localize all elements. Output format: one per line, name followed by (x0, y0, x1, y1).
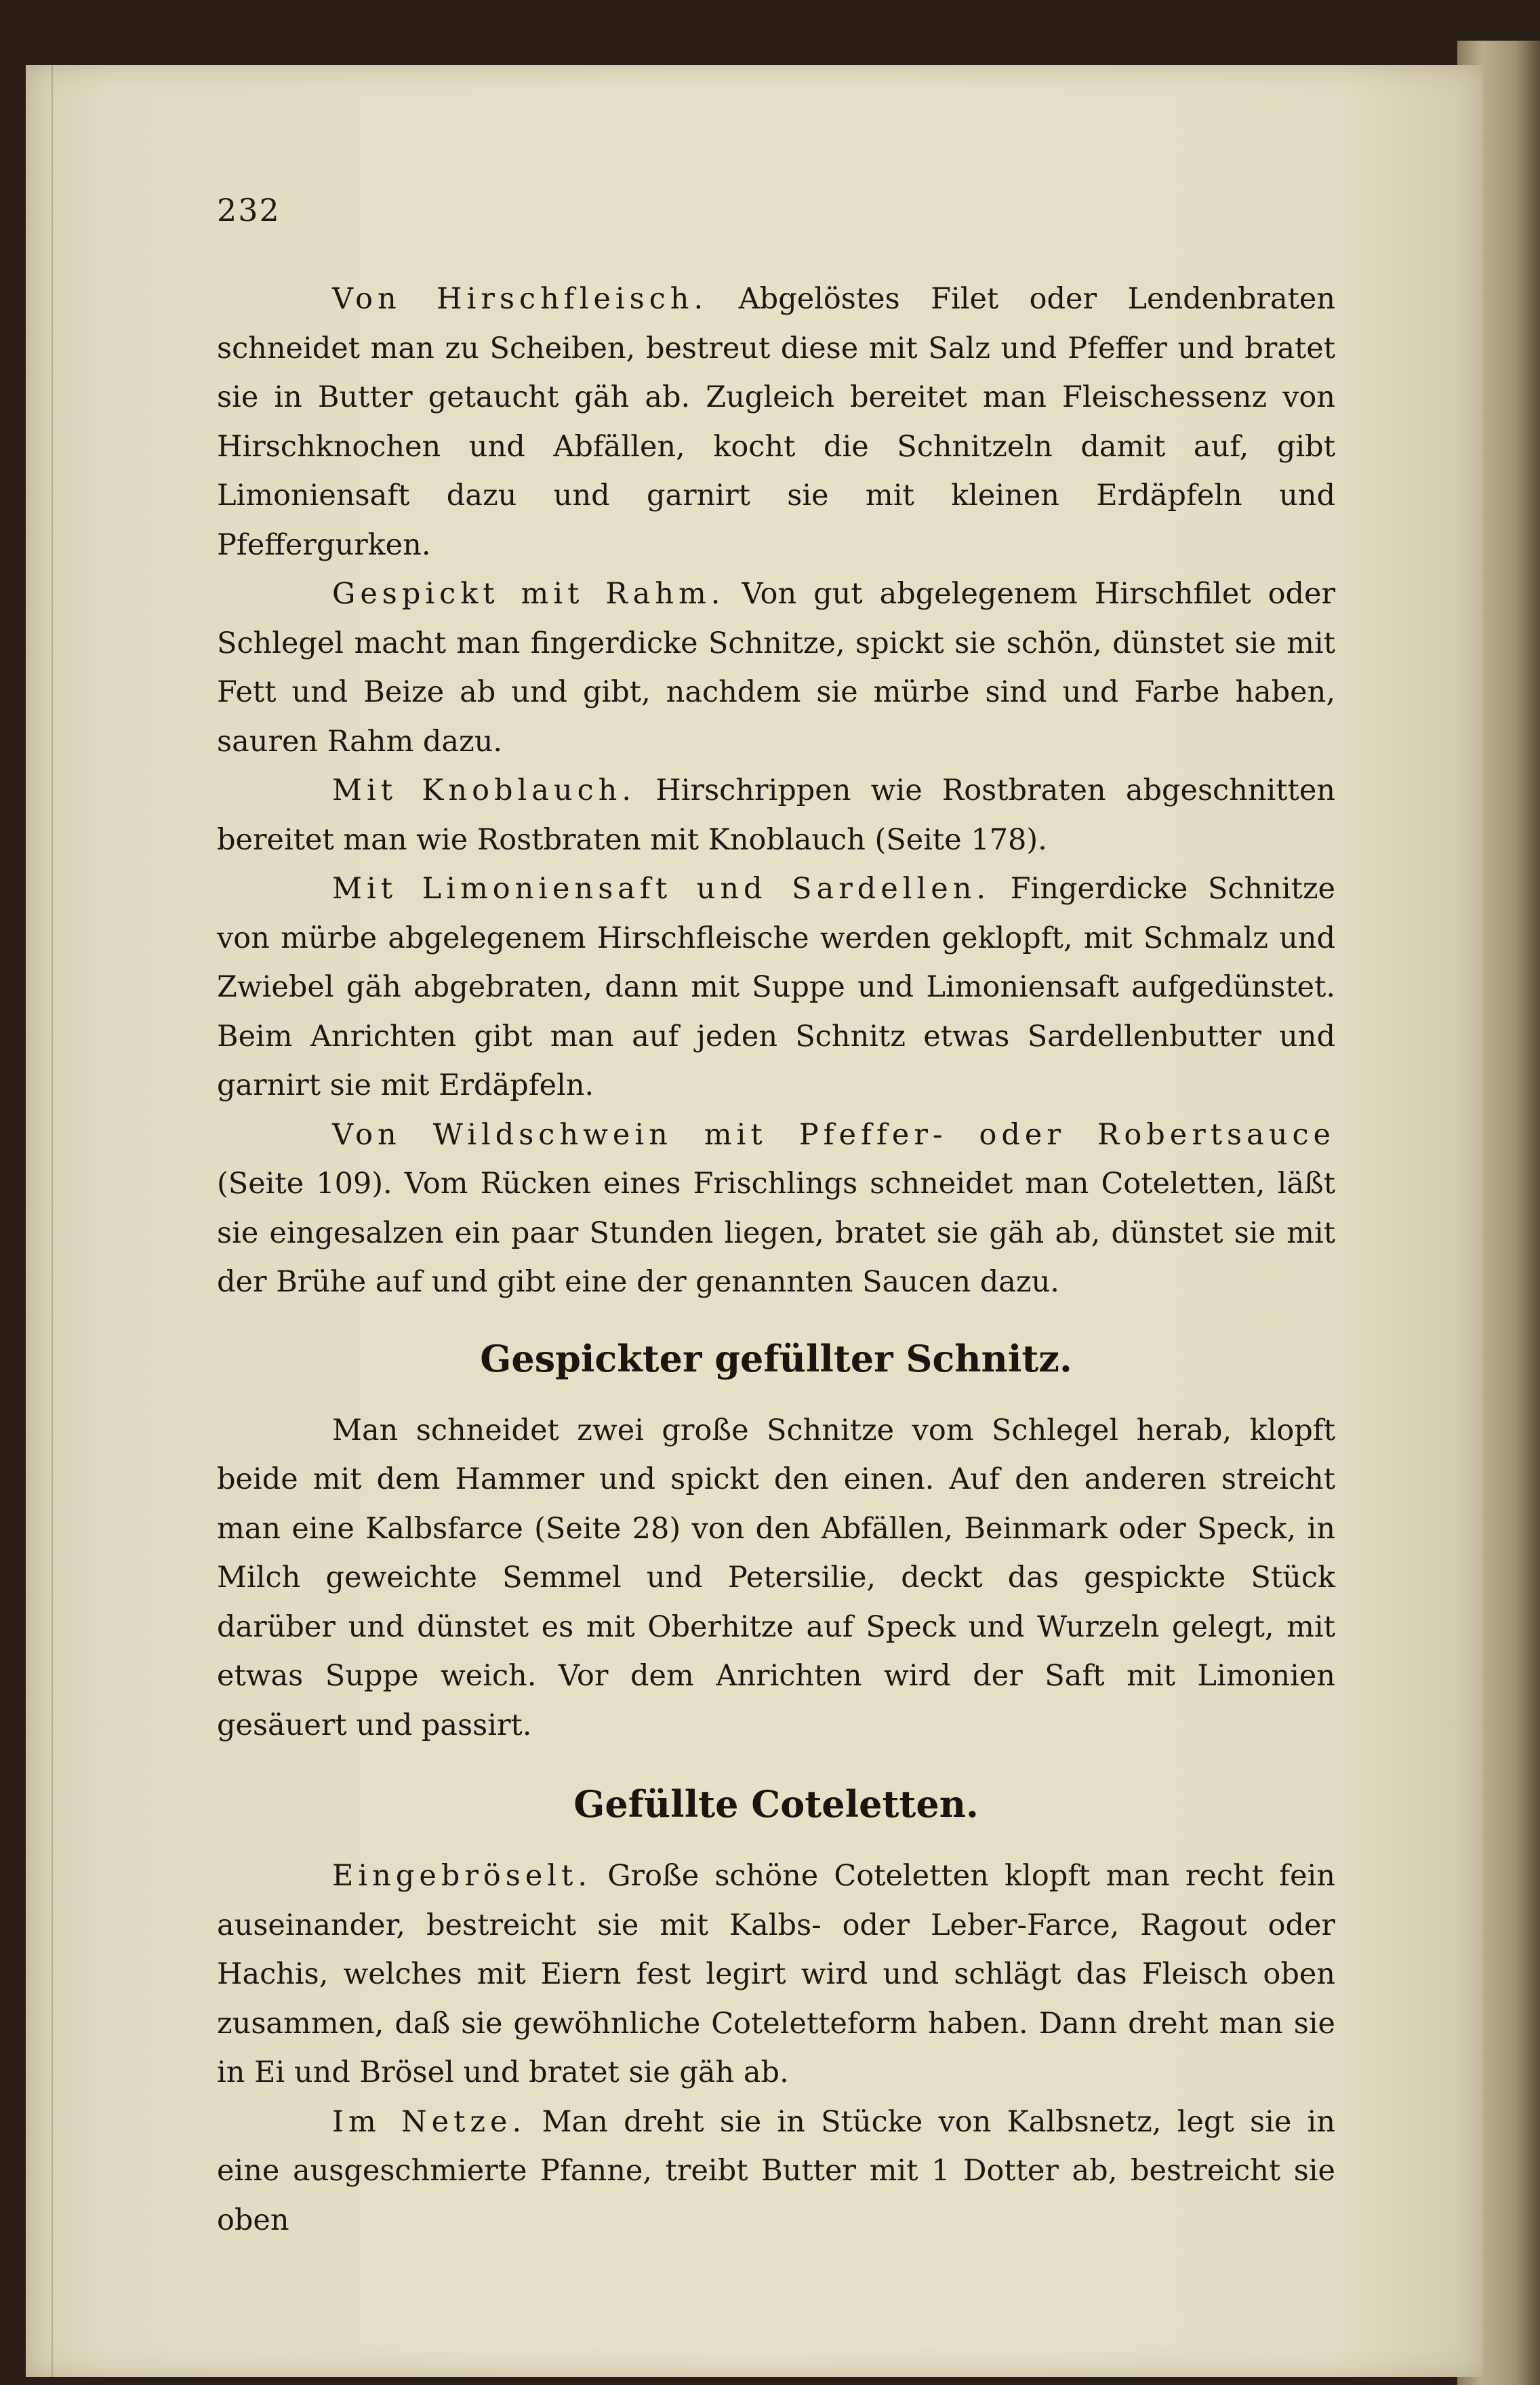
paragraph-venison (217, 275, 1335, 569)
paragraph-in-caul (217, 2098, 1335, 2245)
page-number: 232 (217, 192, 281, 228)
paragraph-lead: Mit Limoniensaft und Sardellen. (332, 872, 991, 906)
section-heading-stuffed-cutlets: Gefüllte Coteletten. (573, 1782, 979, 1826)
paragraph-text: Hirschrippen wie Rostbraten abgeschnitten bereitet man wie Rostbraten mit Knoblauch (Seite 178). (217, 774, 1335, 857)
paragraph-lead: Eingebröselt. (332, 1859, 592, 1893)
paragraph-stuffed-cutlet (217, 1406, 1335, 1750)
paragraph-lemon-anchovies (217, 864, 1335, 1110)
paragraph-text: Man schneidet zwei große Schnitze vom Schlegel herab, klopft beide mit dem Hammer und spickt den einen. Auf den anderen streicht man eine Kalbsfarce (Seite 28) von den Abfällen, Beinmark oder Speck, in Milch geweichte Semmel und Petersilie, deckt das gespickte Stück darüber und dünstet es mit Oberhitze auf Speck und Wurzeln gelegt, mit etwas Suppe weich. Vor dem Anrichten wird der Saft mit Limonien gesäuert und passirt. (217, 1413, 1335, 1742)
paragraph-text: Von gut abgelegenem Hirschfilet oder Schlegel macht man fingerdicke Schnitze, spickt sie schön, dünstet sie mit Fett und Beize ab und gibt, nachdem sie mürbe sind und Farbe haben, sauren Rahm dazu. (217, 577, 1336, 759)
paragraph-larded-with-cream (217, 569, 1335, 766)
paragraph-text: Abgelöstes Filet oder Lendenbraten schneidet man zu Scheiben, bestreut diese mit Salz und Pfeffer und bratet sie in Butter getaucht gäh ab. Zugleich bereitet man Fleischessenz von Hirschknochen und Abfällen, kocht die Schnitzeln damit auf, gibt Limoniensaft dazu und garnirt sie mit kleinen Erdäpfeln und Pfeffergurken. (217, 282, 1335, 562)
page-gutter (27, 65, 53, 2377)
paragraph-text: (Seite 109). Vom Rücken eines Frischlings schneidet man Coteletten, läßt sie eingesalzen ein paar Stunden liegen, bratet sie gäh ab, dünstet sie mit der Brühe auf und gibt eine der genannten Saucen dazu. (217, 1167, 1335, 1299)
paragraph-text: Man dreht sie in Stücke von Kalbsnetz, legt sie in eine ausgeschmierte Pfanne, treibt Butter mit 1 Dotter ab, bestreicht sie oben (217, 2104, 1335, 2237)
paragraph-lead: Im Netze. (332, 2104, 527, 2139)
paragraph-wild-boar (217, 1110, 1335, 1307)
paragraph-with-garlic (217, 766, 1335, 864)
paragraph-lead: Mit Knoblauch. (332, 774, 636, 807)
paragraph-lead: Von Hirschfleisch. (332, 282, 708, 316)
paragraph-text: Fingerdicke Schnitze von mürbe abgelegenem Hirschfleische werden geklopft, mit Schmalz und Zwiebel gäh abgebraten, dann mit Suppe und Limoniensaft aufgedünstet. Beim Anrichten gibt man auf jeden Schnitz etwas Sardellenbutter und garnirt sie mit Erdäpfeln. (217, 872, 1336, 1102)
paragraph-breaded (217, 1851, 1335, 2098)
paragraph-lead: Gespickt mit Rahm. (332, 577, 725, 611)
paragraph-text: Große schöne Coteletten klopft man recht fein auseinander, bestreicht sie mit Kalbs- oder Leber-Farce, Ragout oder Hachis, welches mit Eiern fest legirt wird und schlägt das Fleisch oben zusammen, daß sie gewöhnliche Coteletteform haben. Dann dreht man sie in Ei und Brösel und bratet sie gäh ab. (217, 1859, 1335, 2089)
page-body (217, 275, 1335, 2245)
section-heading-stuffed-cutlet: Gespickter gefüllter Schnitz. (480, 1336, 1072, 1380)
paragraph-lead: Von Wildschwein mit Pfeffer- oder Robertsauce (332, 1117, 1335, 1152)
